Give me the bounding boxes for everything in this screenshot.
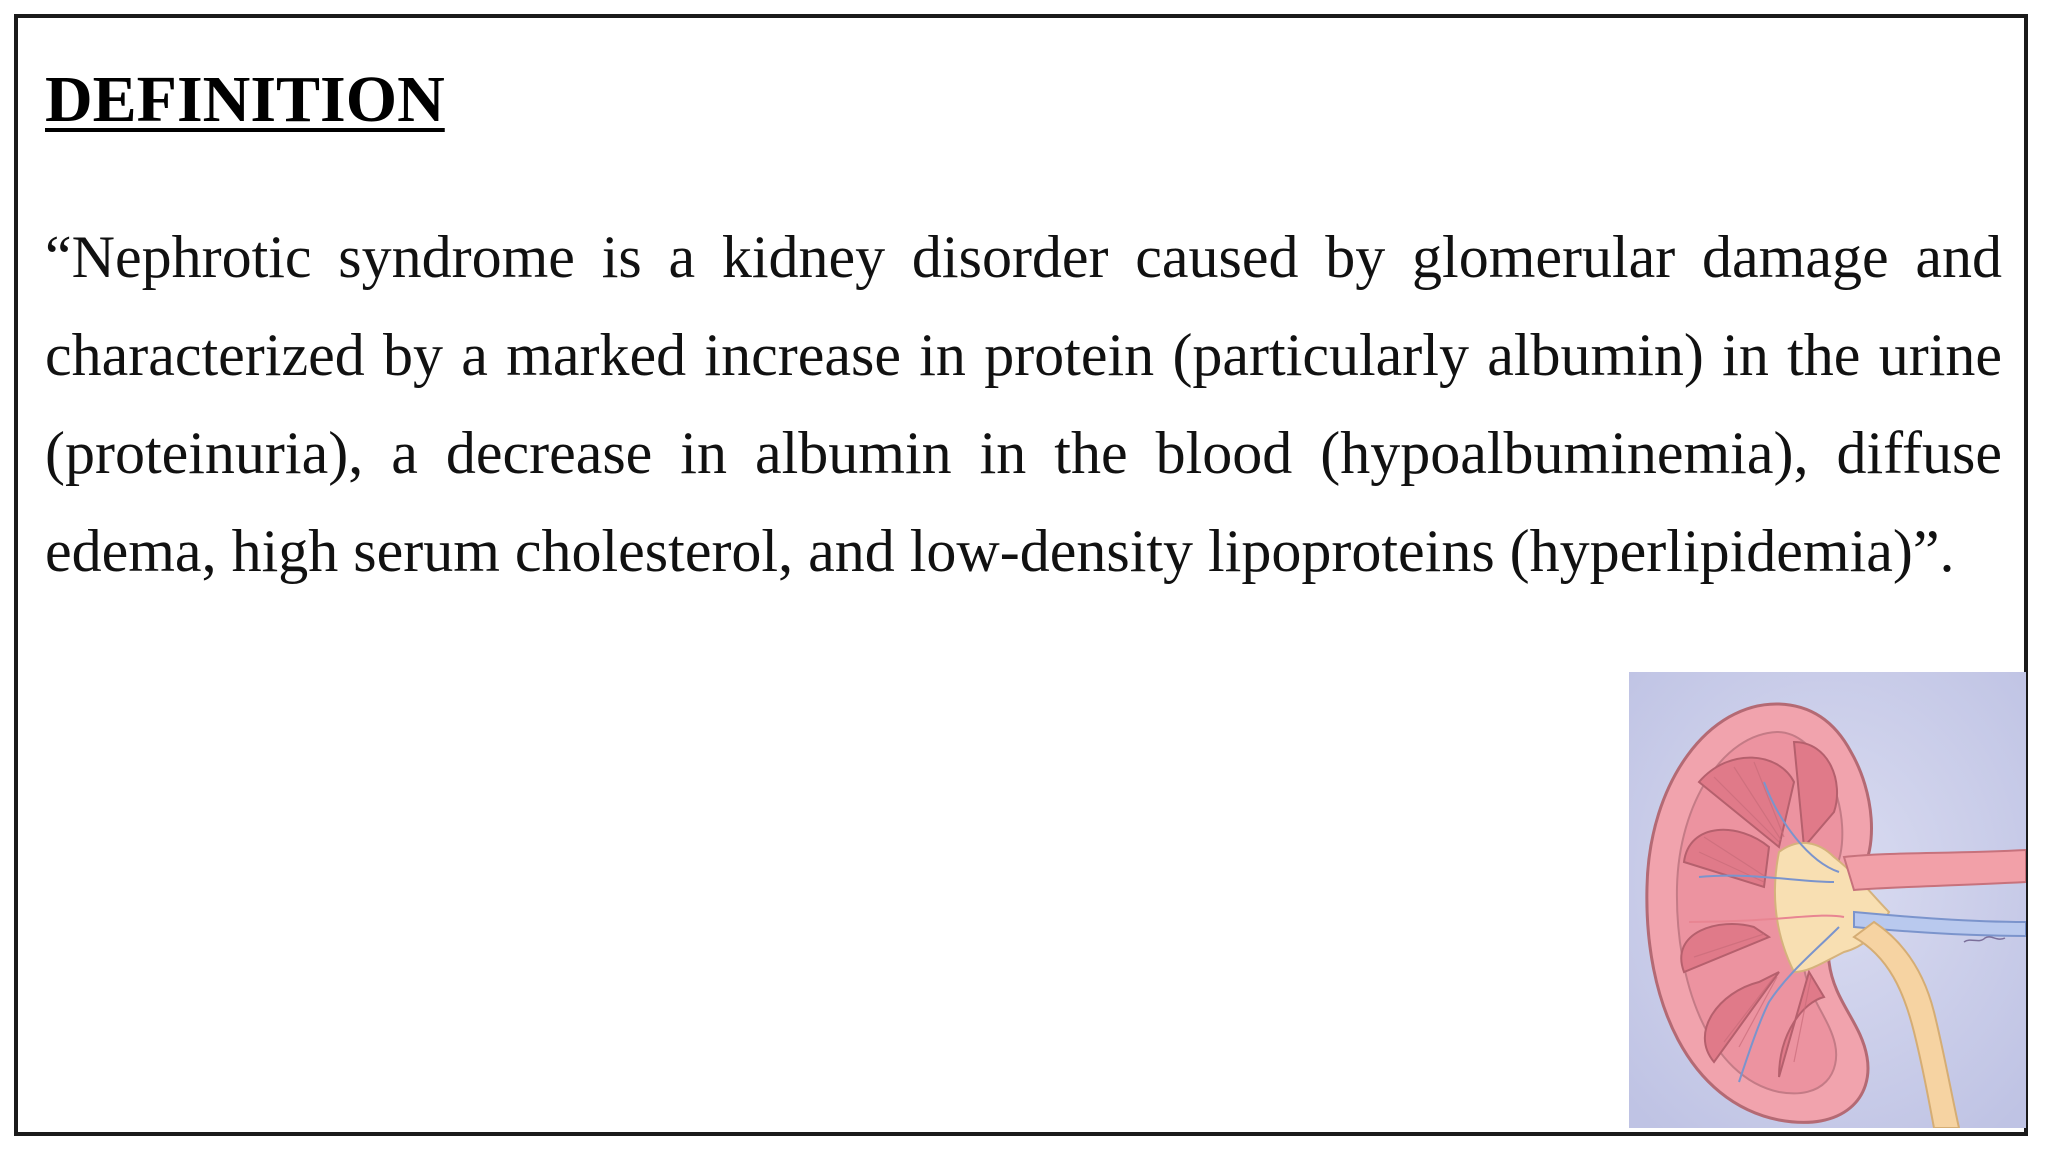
- definition-paragraph: “Nephrotic syndrome is a kidney disorder caused by glomerular damage and characterized by a marked increase in protein (particularly albumin) in the urine (proteinuria), a decrease in albumin in the blood (hypoalbuminemia), diffuse edema, high serum cholesterol, and low-density lipoproteins (hyperlipidemia)”.: [45, 224, 2002, 584]
- kidney-illustration: [1629, 672, 2026, 1128]
- renal-artery: [1844, 850, 2026, 890]
- slide-heading: DEFINITION: [45, 63, 445, 136]
- kidney-cross-section-image: [1629, 672, 2026, 1128]
